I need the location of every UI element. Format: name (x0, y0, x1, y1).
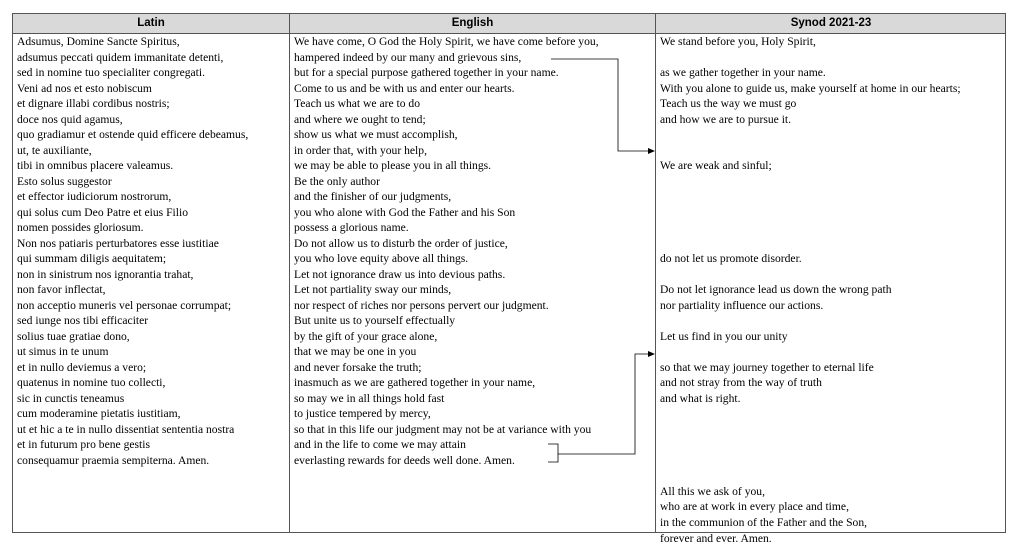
english-line: Be the only author (294, 174, 380, 188)
latin-line: adsumus peccati quidem immanitate detenti, (17, 50, 224, 64)
english-line: and the finisher of our judgments, (294, 190, 452, 204)
arrow-eternal-life-bracket (548, 444, 558, 462)
latin-line: doce nos quid agamus, (17, 112, 123, 126)
english-line: to justice tempered by mercy, (294, 407, 431, 421)
synod-line: who are at work in every place and time, (660, 500, 849, 514)
english-line: nor respect of riches nor persons pervert our judgment. (294, 298, 549, 312)
synod-line: so that we may journey together to eternal life (660, 360, 874, 374)
synod-line: All this we ask of you, (660, 484, 765, 498)
latin-line: nomen possides gloriosum. (17, 221, 144, 235)
latin-line: Adsumus, Domine Sancte Spiritus, (17, 35, 180, 48)
english-line: we may be able to please you in all things. (294, 159, 492, 173)
english-line: Do not allow us to disturb the order of justice, (294, 236, 508, 250)
latin-line: non favor inflectat, (17, 283, 106, 297)
header-english: English (451, 17, 494, 29)
latin-line: consequamur praemia sempiterna. Amen. (17, 453, 210, 467)
arrowhead-weak (648, 148, 655, 154)
english-line: possess a glorious name. (294, 221, 409, 235)
synod-line: Do not let ignorance lead us down the wrong path (660, 283, 892, 297)
latin-line: quatenus in nomine tuo collecti, (17, 376, 166, 390)
english-line: show us what we must accomplish, (294, 128, 458, 142)
latin-line: ut, te auxiliante, (17, 143, 92, 157)
english-line: But unite us to yourself effectually (294, 314, 456, 328)
synod-line: nor partiality influence our actions. (660, 298, 824, 312)
synod-line: in the communion of the Father and the Son, (660, 515, 868, 529)
arrowhead-eternal-life (648, 351, 655, 357)
synod-line: We stand before you, Holy Spirit, (660, 35, 816, 48)
english-line: by the gift of your grace alone, (294, 329, 438, 343)
latin-line: solius tuae gratiae dono, (17, 329, 130, 343)
latin-line: sed in nomine tuo specialiter congregati. (17, 66, 206, 80)
header-synod: Synod 2021-23 (790, 17, 872, 29)
english-line: so may we in all things hold fast (294, 391, 445, 405)
latin-line: et in nullo deviemus a vero; (17, 360, 147, 374)
english-line: Let not partiality sway our minds, (294, 283, 452, 297)
latin-line: Veni ad nos et esto nobiscum (17, 81, 152, 95)
arrow-sins-to-weak (551, 59, 653, 151)
english-line: Come to us and be with us and enter our hearts. (294, 81, 515, 95)
synod-line: We are weak and sinful; (660, 159, 772, 173)
english-line: Let not ignorance draw us into devious paths. (294, 267, 506, 281)
synod-line: With you alone to guide us, make yourself at home in our hearts; (660, 81, 961, 95)
english-line: hampered indeed by our many and grievous sins, (294, 50, 522, 64)
english-line: inasmuch as we are gathered together in your name, (294, 376, 536, 390)
latin-line: quo gradiamur et ostende quid efficere debeamus, (17, 128, 249, 142)
english-line: you who alone with God the Father and his Son (294, 205, 516, 219)
latin-line: ut simus in te unum (17, 345, 109, 359)
english-line: everlasting rewards for deeds well done. Amen. (294, 453, 515, 467)
latin-line: qui solus cum Deo Patre et eius Filio (17, 205, 188, 219)
english-line: and where we ought to tend; (294, 112, 426, 126)
latin-line: cum moderamine pietatis iustitiam, (17, 407, 181, 421)
synod-line: Teach us the way we must go (660, 97, 797, 111)
synod-line: and not stray from the way of truth (660, 376, 822, 390)
synod-line: Let us find in you our unity (660, 329, 788, 343)
latin-line: et in futurum pro bene gestis (17, 438, 150, 452)
latin-line: sic in cunctis teneamus (17, 391, 125, 405)
prayer-comparison-table (12, 13, 1006, 545)
arrow-eternal-life (558, 354, 653, 454)
english-line: and never forsake the truth; (294, 360, 422, 374)
english-line: that we may be one in you (294, 345, 417, 359)
latin-line: non in sinistrum nos ignorantia trahat, (17, 267, 194, 281)
english-line: We have come, O God the Holy Spirit, we have come before you, (294, 35, 599, 48)
english-line: Teach us what we are to do (294, 97, 421, 111)
synod-line: do not let us promote disorder. (660, 252, 802, 266)
latin-line: et effector iudiciorum nostrorum, (17, 190, 172, 204)
english-line: in order that, with your help, (294, 143, 427, 157)
synod-line: and how we are to pursue it. (660, 112, 792, 126)
latin-line: qui summam diligis aequitatem; (17, 252, 167, 266)
latin-line: et dignare illabi cordibus nostris; (17, 97, 170, 111)
latin-line: tibi in omnibus placere valeamus. (17, 159, 174, 173)
latin-line: Esto solus suggestor (17, 174, 112, 188)
synod-line: and what is right. (660, 391, 741, 405)
english-line: you who love equity above all things. (294, 252, 469, 266)
latin-line: non acceptio muneris vel personae corrumpat; (17, 298, 232, 312)
english-line: but for a special purpose gathered together in your name. (294, 66, 559, 80)
header-latin: Latin (137, 17, 165, 29)
latin-line: ut et hic a te in nullo dissentiat sententia nostra (17, 422, 235, 436)
latin-line: sed iunge nos tibi efficaciter (17, 314, 149, 328)
latin-line: Non nos patiaris perturbatores esse iustitiae (17, 236, 219, 250)
correspondence-arrows (13, 14, 1005, 532)
english-line: so that in this life our judgment may not be at variance with you (294, 422, 592, 436)
synod-line: as we gather together in your name. (660, 66, 826, 80)
english-line: and in the life to come we may attain (294, 438, 466, 452)
synod-line: forever and ever. Amen. (660, 531, 772, 545)
